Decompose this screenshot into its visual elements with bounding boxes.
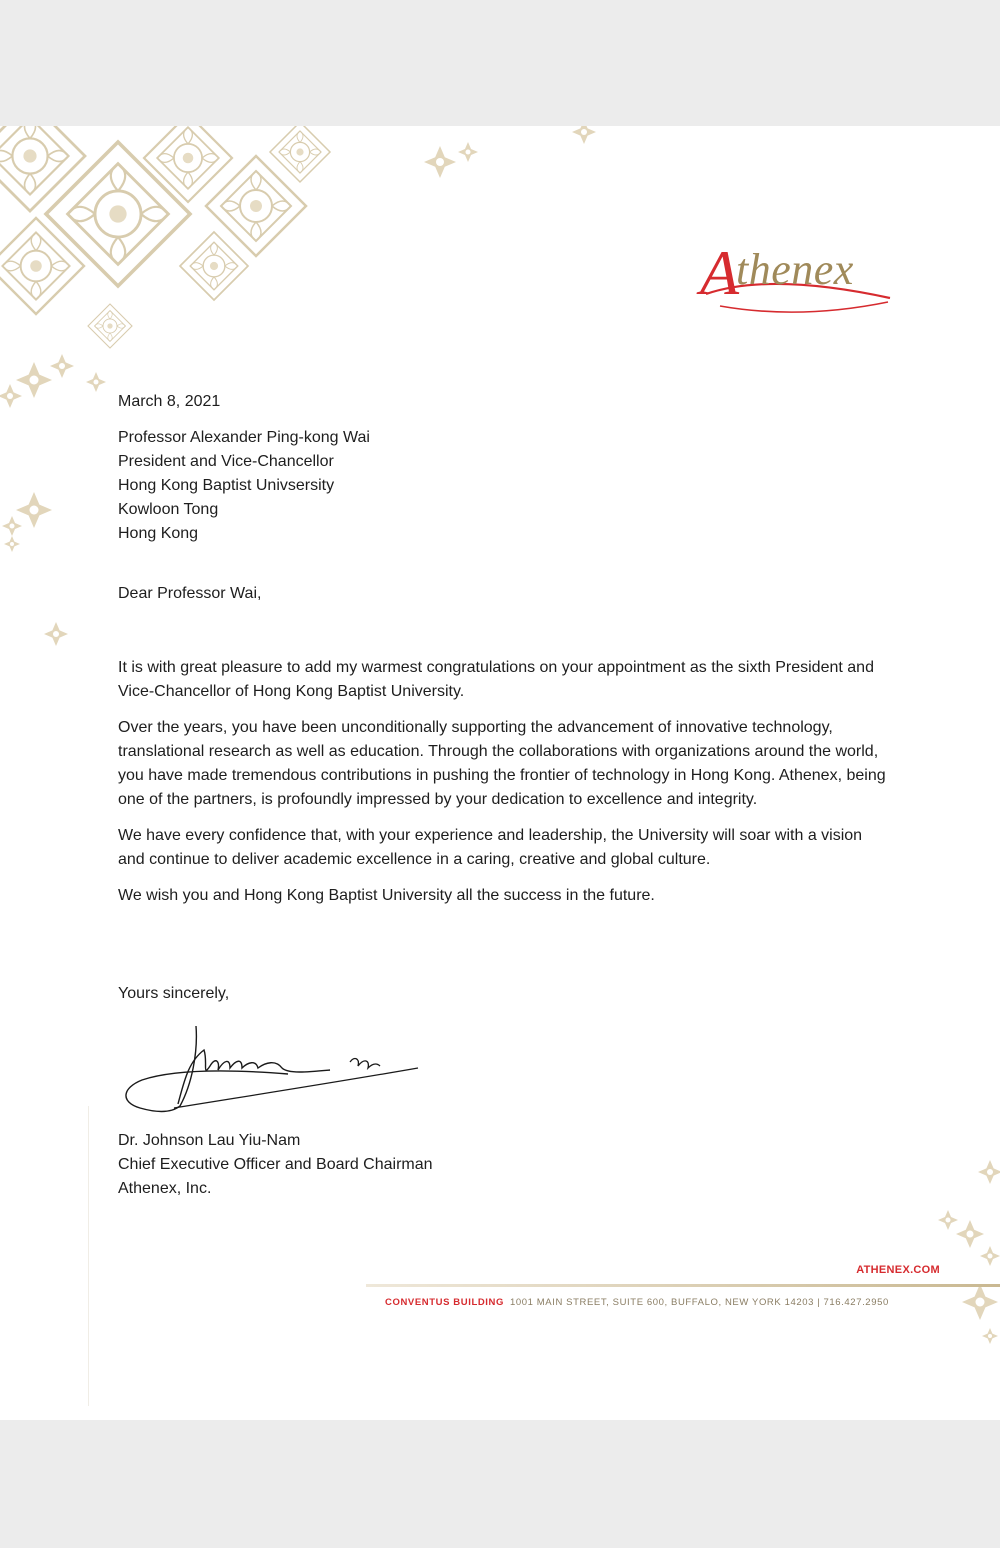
letter-body (118, 656, 888, 920)
body-paragraph: It is with great pleasure to add my warmest congratulations on your appointment as the sixth President and Vice-Chancellor of Hong Kong Baptist University. (118, 659, 874, 700)
footer-address (385, 1297, 945, 1308)
letter-date: March 8, 2021 (118, 393, 221, 410)
logo-wordmark: thenex (736, 245, 854, 294)
closing: Yours sincerely, (118, 985, 230, 1002)
footer-rule (366, 1284, 1000, 1287)
recipient-line: Hong Kong (118, 525, 199, 542)
recipient-line: Kowloon Tong (118, 501, 219, 518)
body-paragraph: We have every confidence that, with your experience and leadership, the University will soar with a vision and continue to deliver academic excellence in a caring, creative and global culture. (118, 827, 863, 868)
salutation: Dear Professor Wai, (118, 585, 262, 602)
recipient-address (118, 426, 888, 546)
signer-block (118, 1129, 888, 1201)
footer-building: CONVENTUS BUILDING (385, 1297, 504, 1308)
signer-company: Athenex, Inc. (118, 1180, 212, 1197)
body-paragraph: Over the years, you have been unconditionally supporting the advancement of innovative technology, translational research as well as education. Through the collaborations with organizations around the world, you have made tremendous contributions in pushing the frontier of technology in Hong Kong. Athenex, being one of the partners, is profoundly impressed by your dedication to excellence and integrity. (118, 719, 886, 808)
footer-street-address: 1001 MAIN STREET, SUITE 600, BUFFALO, NEW YORK 14203 | 716.427.2950 (510, 1297, 889, 1308)
letter-page (0, 126, 1000, 1420)
recipient-line: Hong Kong Baptist Univsersity (118, 477, 335, 494)
logo-initial: A (700, 237, 740, 308)
recipient-line: Professor Alexander Ping-kong Wai (118, 429, 370, 446)
handwritten-signature (118, 1022, 428, 1122)
recipient-line: President and Vice-Chancellor (118, 453, 334, 470)
signer-title: Chief Executive Officer and Board Chairman (118, 1156, 433, 1173)
margin-rule (88, 1106, 89, 1406)
footer-website: ATHENEX.COM (856, 1264, 940, 1276)
body-paragraph: We wish you and Hong Kong Baptist University all the success in the future. (118, 887, 655, 904)
athenex-logo (700, 237, 900, 322)
signer-name: Dr. Johnson Lau Yiu-Nam (118, 1132, 301, 1149)
